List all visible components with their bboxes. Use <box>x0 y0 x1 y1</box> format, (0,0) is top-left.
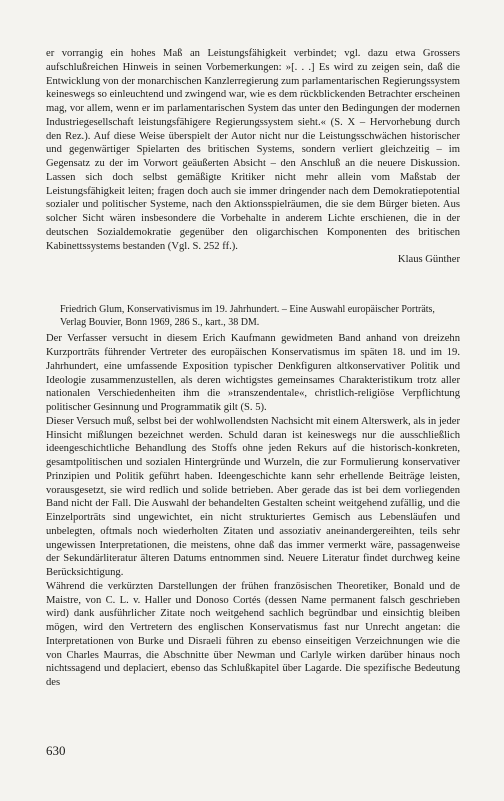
review-1-signature: Klaus Günther <box>397 254 460 266</box>
page-number: 630 <box>46 743 66 758</box>
review-2-paragraph-3: Während die verkürzten Darstellungen der frühen französischen Theoretiker, Bonald und de Maistre, von C. L. v. Haller und Donoso Cortés (dessen Name permanent falsch geschrieben wird) dank ausführlicher Zitate noch weitgehend sachlich begründbar und einsichtig bleiben mögen, wird den Vertretern des englischen Konservatismus fast nur Unrecht angetan: die Interpretationen von Burke und Disraeli führen zu ebenso einseitigen Verzeichnungen wie die von Charles Maurras, die Abschnitte über Newman und Carlyle wirken darüber hinaus noch nichtssagend und deplaciert, ebenso das Schlußkapitel über Lagarde. Die spezifische Bedeutung des <box>46 580 460 689</box>
review-2-paragraph-1: Der Verfasser versucht in diesem Erich Kaufmann gewidmeten Band anhand von dreizehn Kurzporträts führender Vertreter des europäischen Konservatismus im späten 18. und im 19. Jahrhundert, eine umfassende Exposition typischer Denkfiguren altkonservativer Politik und Ideologie zusammenzustellen, als deren wichtigstes gemeinsames Charakteristikum trotz aller nationalen Verschiedenheiten ihm die »transzendentale«, christlich-religiöse Verpflichtung politischer Gesinnung und Programmatik gilt (S. 5). <box>46 333 460 414</box>
review-2-heading: Friedrich Glum, Konservativismus im 19. Jahrhundert. – Eine Auswahl europäischer Porträts, Verlag Bouvier, Bonn 1969, 286 S., kart., 38 DM. <box>60 304 435 329</box>
review-1-paragraph: er vorrangig ein hohes Maß an Leistungsfähigkeit verbindet; vgl. dazu etwa Grossers aufschlußreichen Hinweis in seinen Vorbemerkungen: »[. . .] Es wird zu zeigen sein, daß die Entwicklung von der monarchischen Kanzlerregierung zum parlamentarischen Regierungssystem keineswegs so einleuchtend und zwingend war, wie es dem rückblickenden Betrachter erscheinen mag, vor allem, wenn er im parlamentarischen System das unter den Bedingungen der modernen Industriegesellschaft leistungsfähigere Regierungssystem sieht.« (S. X – Hervorhebung durch den Rez.). Auf diese Weise überspielt der Autor nicht nur die Leistungsschwächen historischer und gegenwärtiger Spielarten des britischen Systems, sondern verliert gleichzeitig – im Gegensatz zu der im Vorwort geäußerten Absicht – den Anschluß an die neuere Diskussion. Lassen sich doch selbst gemäßigte Kritiker nicht mehr allein vom Maßstab der Leistungsfähigkeit leiten; fragen doch auch sie immer dringender nach dem Demokratiepotential sozialer und politischer Systeme, nach den Aktionsspielräumen, die sie dem Bürger bieten. Aus solcher Sicht wären insbesondere die Vorbehalte in anderem Lichte erschienen, die in der deutschen Sozialdemokratie gegenüber den oligarchischen Komponenten des britischen Kabinettssystems bestanden (Vgl. S. 252 ff.). <box>46 48 460 252</box>
review-2 <box>46 303 460 690</box>
review-2-paragraph-2: Dieser Versuch muß, selbst bei der wohlwollendsten Nachsicht mit einem Alterswerk, als in jeder Hinsicht mißlungen bezeichnet werden. Schuld daran ist keineswegs nur die ausschließlich ideengeschichtliche Behandlung des Stoffs ohne jeden Rekurs auf die historisch-konkreten, gesamtpolitischen und sozialen Hintergründe und Wurzeln, die zur Formulierung konservativer Prinzipien und Politik geführt haben. Ideengeschichte kann sehr erhellende Beiträge leisten, vorausgesetzt, sie wird redlich und solide betrieben. Aber gerade das ist bei dem vorliegenden Band nicht der Fall. Die Auswahl der behandelten Gestalten scheint weitgehend zufällig, und die Einzelporträts sind ungewichtet, ein nicht strukturiertes Gemisch aus Lebensläufen und unbelegten, oftmals noch wiederholten Zitaten und assoziativ aneinandergereihten, teils sehr ungewissen Interpretationen, die meistens, ohne daß das immer vermerkt wäre, passagenweise der Sekundärliteratur älteren Datums entnommen sind. Neuere Literatur findet durchweg keine Berücksichtigung. <box>46 415 460 579</box>
review-1 <box>46 47 460 267</box>
